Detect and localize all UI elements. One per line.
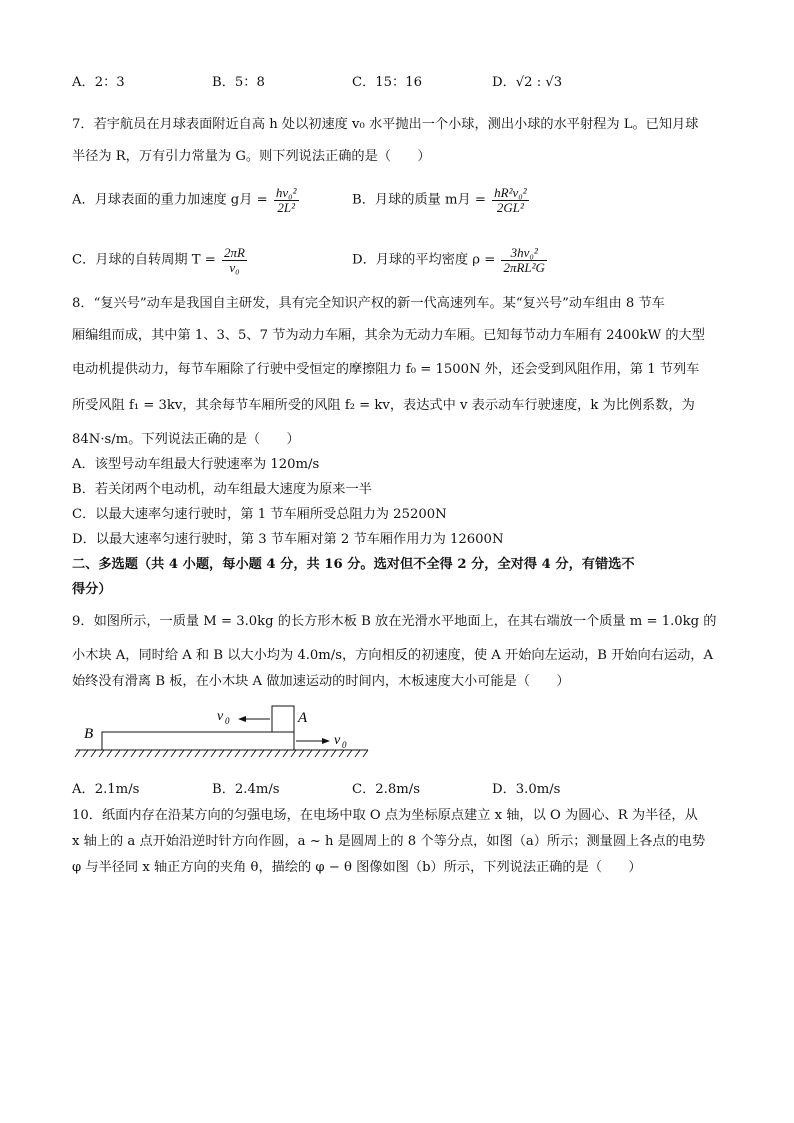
q8-option-c: C．以最大速率匀速行驶时，第 1 节车厢所受总阻力为 25200N — [72, 507, 447, 522]
q8-stem-line-3: 电动机提供动力，每节车厢除了行驶中受恒定的摩擦阻力 f₀ = 1500N 外，还会受到风阻作用，第 1 节列车 — [72, 362, 700, 377]
q7-option-b-denominator: 2GL² — [496, 199, 524, 215]
q7-option-d-text: D．月球的平均密度 ρ = — [352, 252, 496, 268]
label-b: B — [84, 726, 94, 742]
arrow-left-v0 — [217, 709, 270, 726]
q7-option-b-fraction — [492, 186, 529, 214]
q7-option-a-denominator: 2L² — [277, 199, 296, 215]
q10-stem-line-3: φ 与半径同 x 轴正方向的夹角 θ，描绘的 φ − θ 图像如图（b）所示，下列说法正确的是（ ） — [72, 860, 642, 875]
q7-option-c-fraction — [222, 246, 247, 274]
q8-option-b: B．若关闭两个电动机，动车组最大速度为原来一半 — [72, 482, 372, 497]
q9-stem-line-1: 9．如图所示，一质量 M = 3.0kg 的长方形木板 B 放在光滑水平地面上，在其右端放一个质量 m = 1.0kg 的 — [72, 614, 717, 629]
q7-option-d — [352, 246, 549, 274]
q7-option-d-numerator: 3hv₀² — [501, 246, 546, 261]
q8-option-a: A．该型号动车组最大行驶速率为 120m/s — [72, 457, 320, 472]
q7-option-a-numerator: hv₀² — [275, 185, 297, 200]
q7-option-b — [352, 186, 531, 214]
arrow-right-v0 — [296, 733, 347, 750]
q7-option-c-numerator: 2πR — [224, 245, 245, 260]
q8-stem-line-2: 厢编组而成，其中第 1、3、5、7 节为动力车厢，其余为无动力车厢。已知每节动力车厢有 2400kW 的大型 — [72, 328, 705, 343]
q6-option-c: C．15：16 — [352, 75, 423, 90]
q6-option-b: B．5：8 — [212, 75, 265, 90]
v0-label-right: v — [334, 733, 341, 748]
label-a: A — [298, 710, 308, 726]
q8-stem-line-5: 84N·s/m。下列说法正确的是（ ） — [72, 432, 300, 447]
q7-option-a — [72, 186, 301, 214]
board-b — [102, 732, 294, 750]
q6-option-d: D．√2 : √3 — [492, 75, 563, 90]
v0-sub-left: 0 — [225, 716, 230, 726]
q10-stem-line-1: 10．纸面内存在沿某方向的匀强电场，在电场中取 O 点为坐标原点建立 x 轴，以 O 为圆心、R 为半径，从 — [72, 808, 698, 823]
q9-option-a: A．2.1m/s — [72, 782, 140, 797]
q7-option-b-text: B．月球的质量 m月 = — [352, 192, 486, 208]
q8-stem-line-1: 8．“复兴号”动车是我国自主研发，具有完全知识产权的新一代高速列车。某“复兴号”动车组由 8 节车 — [72, 296, 665, 311]
q7-option-d-fraction — [501, 246, 546, 274]
q9-option-c: C．2.8m/s — [352, 782, 420, 797]
v0-sub-right: 0 — [342, 740, 347, 750]
q7-option-c-denominator: v₀ — [229, 259, 240, 275]
v0-label-left: v — [217, 709, 224, 724]
q8-option-d: D．以最大速率匀速行驶时，第 3 节车厢对第 2 节车厢作用力为 12600N — [72, 532, 504, 547]
block-a — [272, 706, 294, 732]
section-2-heading-line-1: 二、多选题（共 4 小题，每小题 4 分，共 16 分。选对但不全得 2 分，全对得 4 分，有错选不 — [72, 557, 635, 572]
q9-stem-line-3: 始终没有滑离 B 板，在小木块 A 做加速运动的时间内，木板速度大小可能是（ ） — [72, 674, 570, 689]
q8-stem-line-4: 所受风阻 f₁ = 3kv，其余每节车厢所受的风阻 f₂ = kv，表达式中 v 表示动车行驶速度，k 为比例系数，为 — [72, 398, 695, 413]
q9-stem-line-2: 小木块 A，同时给 A 和 B 以大小均为 4.0m/s，方向相反的初速度，使 A 开始向左运动，B 开始向右运动，A — [72, 648, 714, 663]
section-2-heading-line-2: 得分） — [72, 582, 112, 597]
q7-option-c-text: C．月球的自转周期 T = — [72, 252, 216, 268]
q7-option-a-fraction — [274, 186, 299, 214]
q7-option-c — [72, 246, 249, 274]
q10-stem-line-2: x 轴上的 a 点开始沿逆时针方向作圆，a ~ h 是圆周上的 8 个等分点，如图（a）所示；测量圆上各点的电势 — [72, 834, 706, 849]
q7-option-d-denominator: 2πRL²G — [503, 259, 545, 275]
ground-hatching — [75, 750, 368, 757]
q6-option-a: A．2：3 — [72, 75, 125, 90]
q7-option-b-numerator: hR²v₀² — [494, 185, 527, 200]
q9-option-b: B．2.4m/s — [212, 782, 280, 797]
q7-option-a-text: A．月球表面的重力加速度 g月 = — [72, 192, 268, 208]
q7-stem-line-1: 7．若宇航员在月球表面附近自高 h 处以初速度 v₀ 水平抛出一个小球，测出小球的水平射程为 L。已知月球 — [72, 117, 699, 132]
q9-option-d: D．3.0m/s — [492, 782, 561, 797]
q7-stem-line-2: 半径为 R，万有引力常量为 G。则下列说法正确的是（ ） — [72, 149, 431, 164]
q9-figure-board-block — [72, 700, 372, 760]
